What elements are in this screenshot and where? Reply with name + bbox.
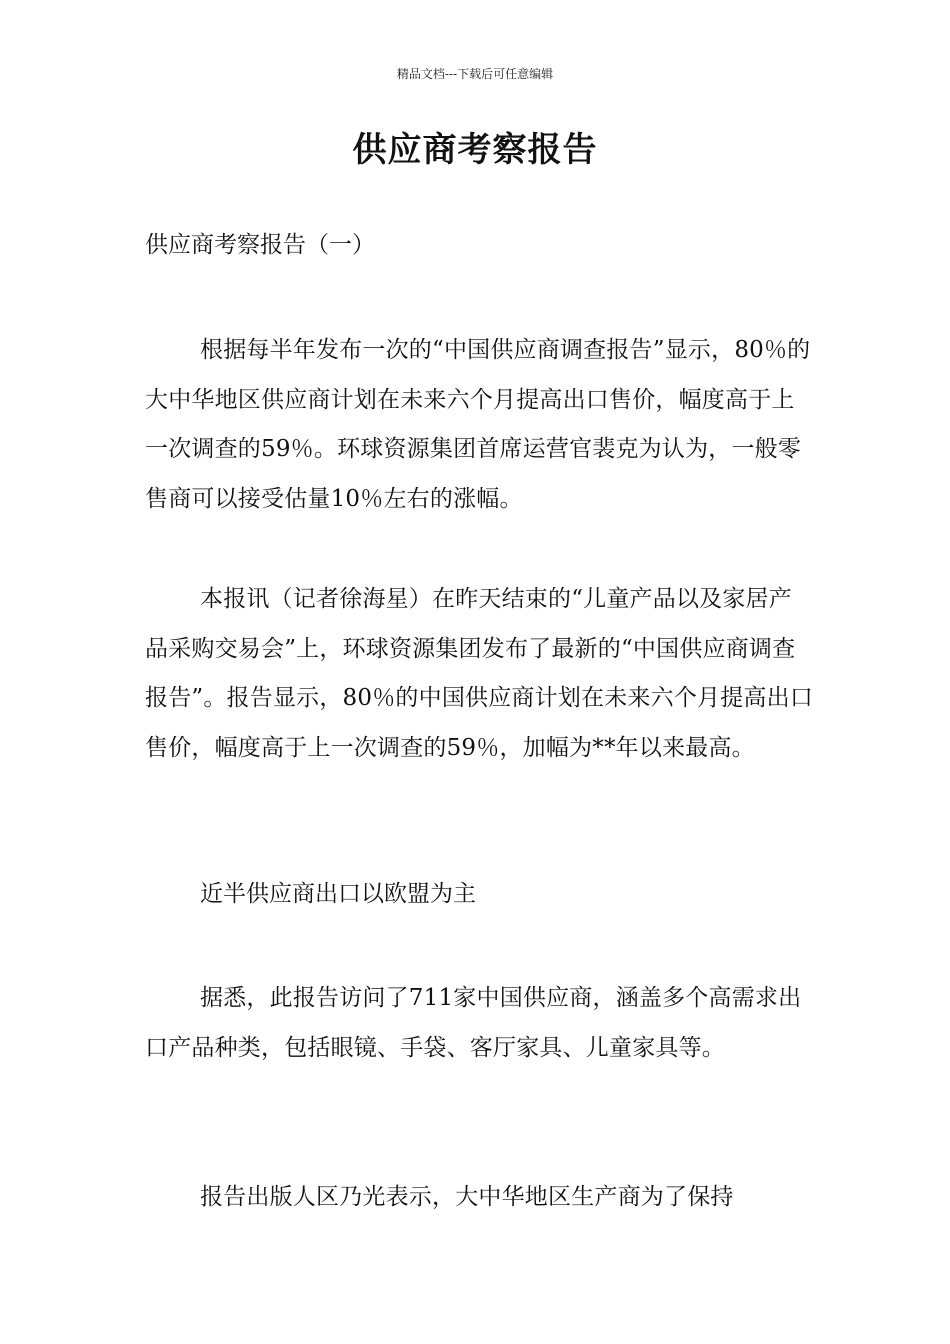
header-note: 精品文档---下载后可任意编辑	[396, 67, 554, 81]
document-title: 供应商考察报告	[352, 130, 598, 170]
paragraph: 根据每半年发布一次的“中国供应商调查报告”显示，80％的大中华地区供应商计划在未来六个月提高出口售价，幅度高于上一次调查的59％。环球资源集团首席运营官裴克为认为，一般零售商可以接受估量10％左右的涨幅。	[145, 337, 811, 512]
paragraph: 据悉，此报告访问了711家中国供应商，涵盖多个高需求出口产品种类，包括眼镜、手袋、客厅家具、儿童家具等。	[145, 985, 802, 1061]
document-subtitle: 供应商考察报告（一）	[145, 232, 375, 258]
section-heading: 近半供应商出口以欧盟为主	[200, 881, 476, 907]
paragraph: 报告出版人区乃光表示，大中华地区生产商为了保持	[200, 1184, 734, 1210]
paragraph: 本报讯（记者徐海星）在昨天结束的“儿童产品以及家居产品采购交易会”上，环球资源集团发布了最新的“中国供应商调查报告”。报告显示，80％的中国供应商计划在未来六个月提高出口售价，幅度高于上一次调查的59％，加幅为**年以来最高。	[145, 586, 814, 761]
